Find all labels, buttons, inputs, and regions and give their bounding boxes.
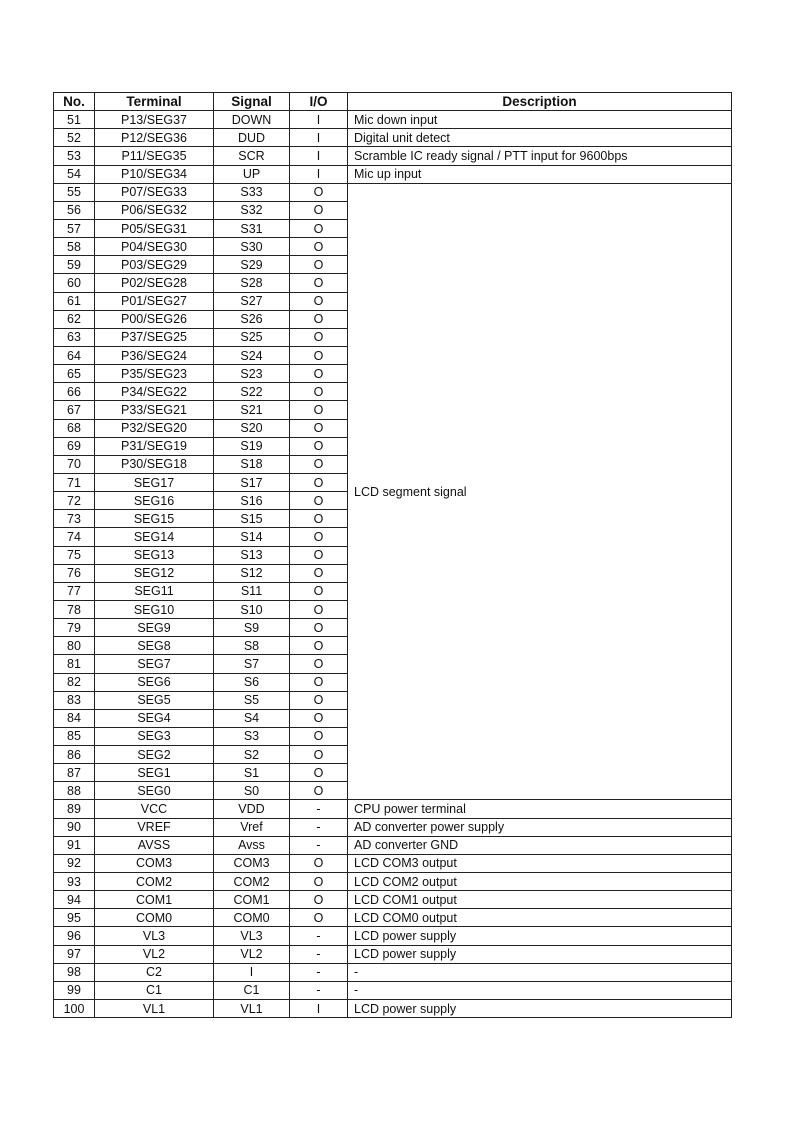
io-direction: - [290,945,348,963]
table-row [54,165,732,183]
pin-description: - [348,981,732,999]
io-direction: O [290,727,348,745]
pin-number: 93 [54,873,95,891]
header-signal: Signal [214,93,290,111]
pin-number: 82 [54,673,95,691]
terminal-name: P10/SEG34 [95,165,214,183]
signal-name: S33 [214,183,290,201]
pin-number: 51 [54,111,95,129]
terminal-name: P37/SEG25 [95,328,214,346]
terminal-name: SEG4 [95,709,214,727]
signal-name: S2 [214,746,290,764]
table-row [54,873,732,891]
io-direction: O [290,909,348,927]
pin-number: 70 [54,455,95,473]
table-row [54,927,732,945]
terminal-name: VCC [95,800,214,818]
signal-name: VDD [214,800,290,818]
table-row [54,981,732,999]
signal-name: COM2 [214,873,290,891]
terminal-name: P35/SEG23 [95,365,214,383]
pin-description: Digital unit detect [348,129,732,147]
signal-name: S27 [214,292,290,310]
terminal-name: SEG16 [95,492,214,510]
terminal-name: P12/SEG36 [95,129,214,147]
pin-description: Mic down input [348,111,732,129]
signal-name: S14 [214,528,290,546]
io-direction: O [290,492,348,510]
io-direction: O [290,528,348,546]
header-no: No. [54,93,95,111]
signal-name: COM3 [214,854,290,872]
terminal-name: P02/SEG28 [95,274,214,292]
signal-name: I [214,963,290,981]
terminal-name: P00/SEG26 [95,310,214,328]
pin-number: 95 [54,909,95,927]
pin-number: 62 [54,310,95,328]
io-direction: O [290,419,348,437]
io-direction: I [290,1000,348,1018]
pin-number: 76 [54,564,95,582]
terminal-name: COM0 [95,909,214,927]
pin-number: 68 [54,419,95,437]
terminal-name: SEG13 [95,546,214,564]
signal-name: VL1 [214,1000,290,1018]
io-direction: O [290,546,348,564]
table-row [54,963,732,981]
header-terminal: Terminal [95,93,214,111]
signal-name: S19 [214,437,290,455]
signal-name: S26 [214,310,290,328]
signal-name: Vref [214,818,290,836]
signal-name: S29 [214,256,290,274]
terminal-name: COM3 [95,854,214,872]
io-direction: O [290,746,348,764]
signal-name: S11 [214,582,290,600]
table-row [54,1000,732,1018]
signal-name: S13 [214,546,290,564]
signal-name: C1 [214,981,290,999]
pin-description: LCD COM2 output [348,873,732,891]
pin-number: 73 [54,510,95,528]
signal-name: S31 [214,219,290,237]
pin-number: 84 [54,709,95,727]
terminal-name: VL1 [95,1000,214,1018]
terminal-name: SEG14 [95,528,214,546]
terminal-name: SEG17 [95,473,214,491]
pin-number: 52 [54,129,95,147]
pin-number: 94 [54,891,95,909]
signal-name: S9 [214,619,290,637]
terminal-name: P36/SEG24 [95,346,214,364]
pin-description: AD converter power supply [348,818,732,836]
signal-name: SCR [214,147,290,165]
pin-number: 66 [54,383,95,401]
pin-number: 61 [54,292,95,310]
terminal-name: SEG11 [95,582,214,600]
table-row [54,147,732,165]
terminal-name: C2 [95,963,214,981]
pin-number: 79 [54,619,95,637]
io-direction: O [290,891,348,909]
io-direction: O [290,201,348,219]
io-direction: - [290,981,348,999]
terminal-name: P30/SEG18 [95,455,214,473]
terminal-name: COM1 [95,891,214,909]
signal-name: S7 [214,655,290,673]
terminal-name: COM2 [95,873,214,891]
signal-name: S24 [214,346,290,364]
signal-name: S0 [214,782,290,800]
pin-number: 65 [54,365,95,383]
terminal-name: SEG5 [95,691,214,709]
terminal-name: SEG6 [95,673,214,691]
terminal-name: P06/SEG32 [95,201,214,219]
io-direction: O [290,437,348,455]
pin-description: - [348,963,732,981]
pin-number: 72 [54,492,95,510]
io-direction: O [290,854,348,872]
signal-name: S3 [214,727,290,745]
io-direction: - [290,800,348,818]
table-body [54,111,732,1018]
terminal-name: C1 [95,981,214,999]
terminal-name: SEG3 [95,727,214,745]
io-direction: O [290,310,348,328]
io-direction: O [290,292,348,310]
terminal-name: VL3 [95,927,214,945]
signal-name: S22 [214,383,290,401]
pin-number: 54 [54,165,95,183]
io-direction: O [290,691,348,709]
terminal-name: SEG10 [95,600,214,618]
signal-name: S10 [214,600,290,618]
pin-description: LCD COM1 output [348,891,732,909]
io-direction: O [290,346,348,364]
pin-description: LCD power supply [348,927,732,945]
signal-name: COM1 [214,891,290,909]
io-direction: O [290,473,348,491]
io-direction: - [290,818,348,836]
pin-number: 57 [54,219,95,237]
io-direction: O [290,600,348,618]
terminal-name: SEG1 [95,764,214,782]
pin-number: 71 [54,473,95,491]
io-direction: I [290,147,348,165]
terminal-name: P04/SEG30 [95,238,214,256]
pin-number: 55 [54,183,95,201]
pin-number: 78 [54,600,95,618]
header-description: Description [348,93,732,111]
io-direction: O [290,564,348,582]
signal-name: VL3 [214,927,290,945]
io-direction: O [290,383,348,401]
signal-name: S5 [214,691,290,709]
signal-name: S4 [214,709,290,727]
signal-name: DOWN [214,111,290,129]
signal-name: UP [214,165,290,183]
pin-number: 100 [54,1000,95,1018]
io-direction: O [290,365,348,383]
io-direction: O [290,183,348,201]
pin-number: 69 [54,437,95,455]
pin-number: 80 [54,637,95,655]
signal-name: S25 [214,328,290,346]
table-row [54,129,732,147]
terminal-name: VL2 [95,945,214,963]
terminal-name: P03/SEG29 [95,256,214,274]
terminal-name: VREF [95,818,214,836]
pin-number: 53 [54,147,95,165]
io-direction: O [290,764,348,782]
pin-description: LCD power supply [348,945,732,963]
pin-number: 87 [54,764,95,782]
signal-name: S21 [214,401,290,419]
pin-number: 96 [54,927,95,945]
table-header-row [54,93,732,111]
terminal-name: SEG0 [95,782,214,800]
io-direction: I [290,165,348,183]
io-direction: O [290,782,348,800]
io-direction: O [290,582,348,600]
pin-number: 64 [54,346,95,364]
signal-name: S32 [214,201,290,219]
signal-name: S28 [214,274,290,292]
signal-name: VL2 [214,945,290,963]
terminal-name: P32/SEG20 [95,419,214,437]
signal-name: COM0 [214,909,290,927]
io-direction: O [290,709,348,727]
terminal-name: SEG2 [95,746,214,764]
pin-number: 89 [54,800,95,818]
io-direction: O [290,328,348,346]
pin-description: LCD COM3 output [348,854,732,872]
table-row [54,800,732,818]
terminal-name: SEG7 [95,655,214,673]
pin-number: 81 [54,655,95,673]
pin-number: 56 [54,201,95,219]
pin-description: Mic up input [348,165,732,183]
io-direction: O [290,510,348,528]
io-direction: O [290,655,348,673]
terminal-name: P31/SEG19 [95,437,214,455]
signal-name: S17 [214,473,290,491]
terminal-name: P07/SEG33 [95,183,214,201]
terminal-name: SEG9 [95,619,214,637]
io-direction: O [290,219,348,237]
pin-number: 97 [54,945,95,963]
pin-description: CPU power terminal [348,800,732,818]
pin-description: Scramble IC ready signal / PTT input for 9600bps [348,147,732,165]
pin-description: LCD segment signal [348,183,732,800]
pin-number: 74 [54,528,95,546]
terminal-name: SEG15 [95,510,214,528]
pin-number: 58 [54,238,95,256]
pin-number: 67 [54,401,95,419]
signal-name: S6 [214,673,290,691]
signal-name: S23 [214,365,290,383]
signal-name: S20 [214,419,290,437]
io-direction: - [290,963,348,981]
pin-number: 88 [54,782,95,800]
io-direction: O [290,238,348,256]
table-row [54,945,732,963]
io-direction: O [290,455,348,473]
io-direction: O [290,873,348,891]
signal-name: S16 [214,492,290,510]
table-row [54,183,732,201]
pin-number: 86 [54,746,95,764]
table-row [54,111,732,129]
table-row [54,909,732,927]
pin-number: 59 [54,256,95,274]
pin-number: 92 [54,854,95,872]
io-direction: O [290,619,348,637]
pin-description: AD converter GND [348,836,732,854]
pin-number: 77 [54,582,95,600]
io-direction: I [290,129,348,147]
pin-number: 99 [54,981,95,999]
signal-name: S18 [214,455,290,473]
pin-description-table [53,92,732,1018]
io-direction: O [290,673,348,691]
signal-name: S30 [214,238,290,256]
io-direction: I [290,111,348,129]
pin-description: LCD COM0 output [348,909,732,927]
signal-name: Avss [214,836,290,854]
terminal-name: AVSS [95,836,214,854]
header-io: I/O [290,93,348,111]
io-direction: O [290,401,348,419]
signal-name: S8 [214,637,290,655]
signal-name: S1 [214,764,290,782]
io-direction: O [290,256,348,274]
terminal-name: P33/SEG21 [95,401,214,419]
terminal-name: P05/SEG31 [95,219,214,237]
terminal-name: P11/SEG35 [95,147,214,165]
pin-number: 98 [54,963,95,981]
io-direction: - [290,927,348,945]
pin-number: 85 [54,727,95,745]
terminal-name: P01/SEG27 [95,292,214,310]
pin-description: LCD power supply [348,1000,732,1018]
table-row [54,854,732,872]
signal-name: S12 [214,564,290,582]
terminal-name: SEG12 [95,564,214,582]
table-row [54,818,732,836]
pin-number: 75 [54,546,95,564]
pin-number: 91 [54,836,95,854]
signal-name: S15 [214,510,290,528]
pin-number: 83 [54,691,95,709]
pin-number: 90 [54,818,95,836]
table-row [54,891,732,909]
io-direction: O [290,274,348,292]
pin-number: 63 [54,328,95,346]
pin-number: 60 [54,274,95,292]
terminal-name: P34/SEG22 [95,383,214,401]
table-row [54,836,732,854]
terminal-name: P13/SEG37 [95,111,214,129]
signal-name: DUD [214,129,290,147]
terminal-name: SEG8 [95,637,214,655]
io-direction: O [290,637,348,655]
io-direction: - [290,836,348,854]
